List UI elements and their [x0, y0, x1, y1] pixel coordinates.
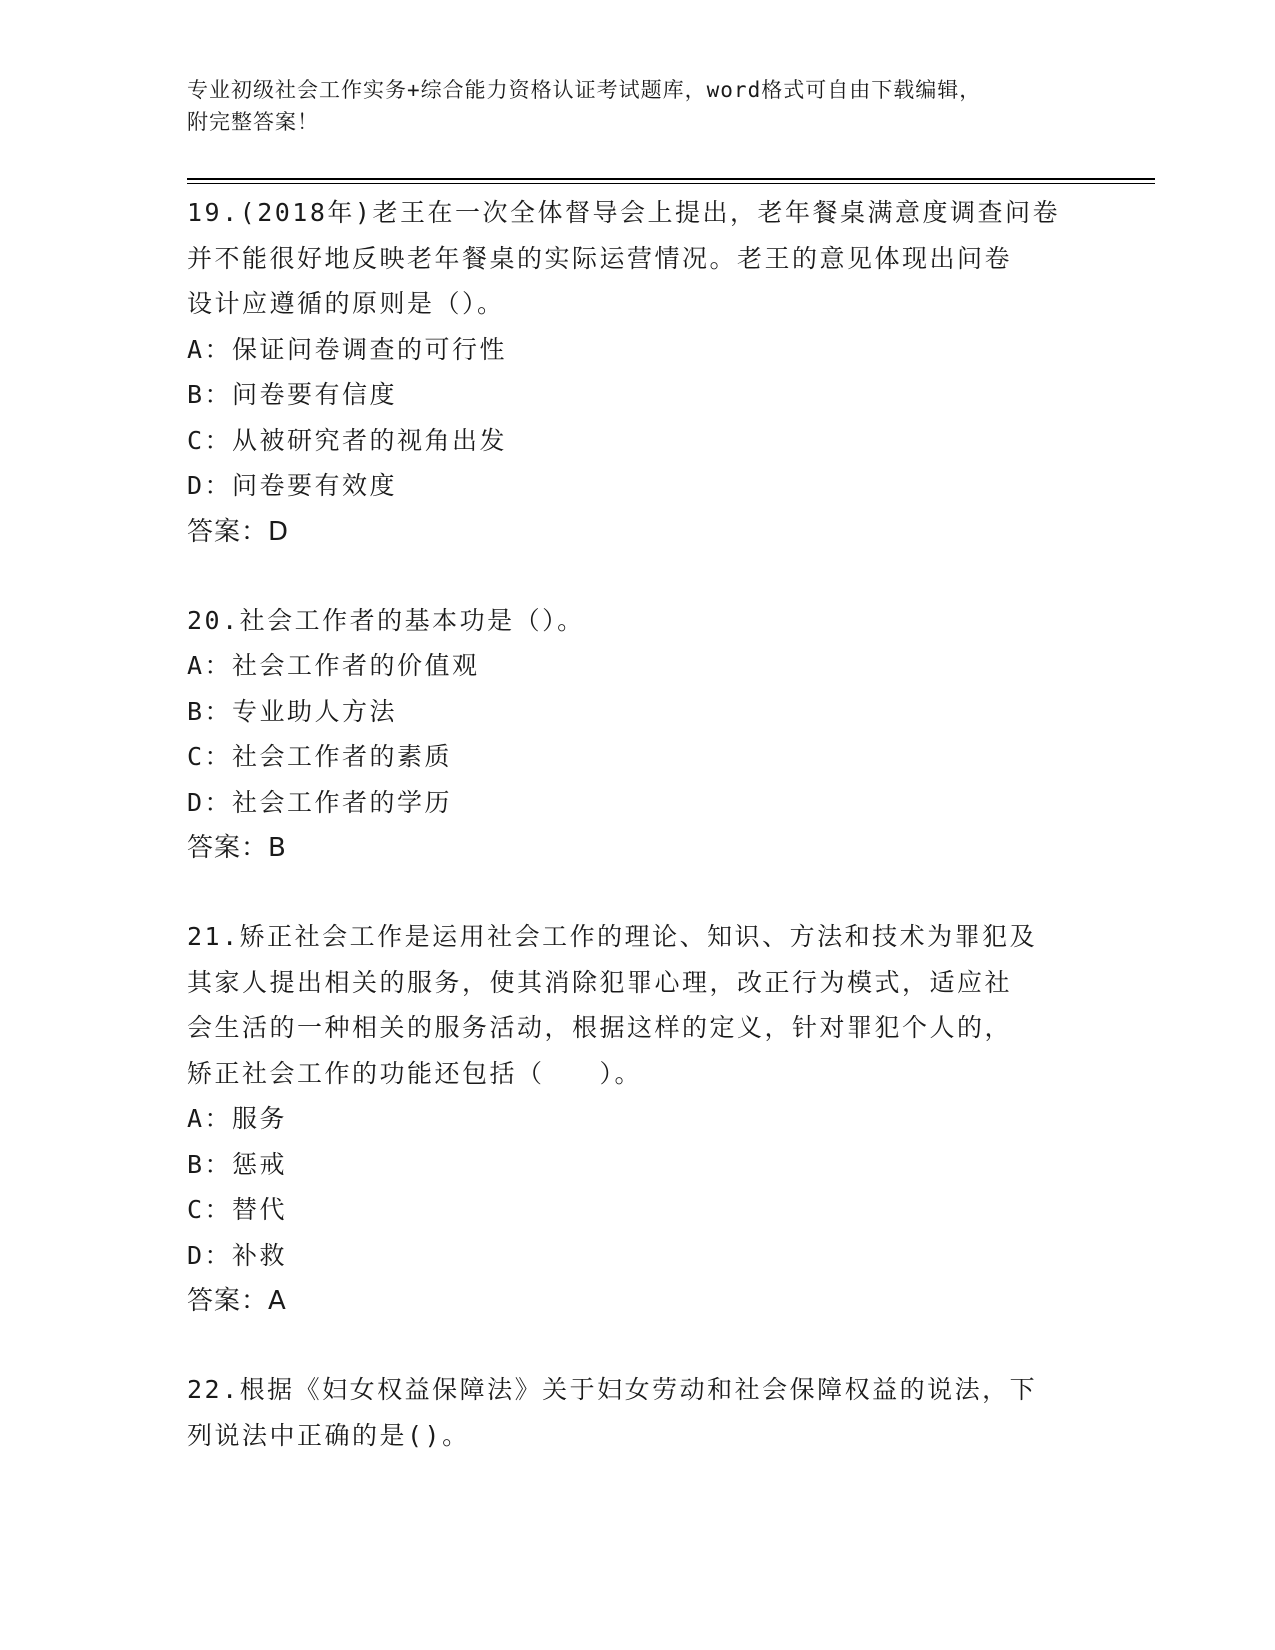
- question-stem-line: 并不能很好地反映老年餐桌的实际运营情况。老王的意见体现出问卷: [187, 243, 1013, 273]
- answer-label: 答案：B: [187, 833, 287, 863]
- option-b: B：专业助人方法: [187, 696, 398, 726]
- header-line-1: 专业初级社会工作实务+综合能力资格认证考试题库，word格式可自由下载编辑，: [187, 78, 982, 102]
- answer-label: 答案：D: [187, 516, 290, 547]
- option-d: D：社会工作者的学历: [187, 787, 453, 817]
- question-stem-line: 矫正社会工作的功能还包括（ ）。: [187, 1058, 643, 1088]
- option-a: A：社会工作者的价值观: [187, 651, 480, 680]
- answer-label: 答案：A: [187, 1286, 287, 1316]
- question-stem-line: 会生活的一种相关的服务活动，根据这样的定义，针对罪犯个人的，: [187, 1013, 1013, 1042]
- question-list: [187, 190, 1087, 1458]
- spacer: [187, 1324, 1087, 1367]
- document-header: [187, 74, 1087, 138]
- question-22: [187, 1367, 1087, 1458]
- question-20: [187, 598, 1087, 872]
- question-stem-line: 设计应遵循的原则是（）。: [187, 289, 505, 318]
- question-19: [187, 190, 1087, 555]
- option-a: A：服务: [187, 1104, 288, 1133]
- header-divider-thin: [187, 183, 1155, 184]
- option-c: C：社会工作者的素质: [187, 742, 453, 771]
- spacer: [187, 555, 1087, 598]
- question-stem-line: 22.根据《妇女权益保障法》关于妇女劳动和社会保障权益的说法，下: [187, 1375, 1038, 1404]
- option-c: C：从被研究者的视角出发: [187, 425, 508, 455]
- option-d: D：补救: [187, 1240, 288, 1270]
- header-line-2: 附完整答案！: [187, 110, 319, 134]
- question-stem-line: 19.(2018年)老王在一次全体督导会上提出，老年餐桌满意度调查问卷: [187, 198, 1060, 227]
- header-divider-thick: [187, 178, 1155, 180]
- question-stem-line: 20.社会工作者的基本功是（）。: [187, 605, 585, 635]
- option-a: A：保证问卷调查的可行性: [187, 334, 508, 364]
- question-stem-line: 其家人提出相关的服务，使其消除犯罪心理，改正行为模式，适应社: [187, 967, 1013, 997]
- question-21: [187, 914, 1087, 1324]
- option-b: B：惩戒: [187, 1149, 288, 1179]
- question-stem-line: 21.矫正社会工作是运用社会工作的理论、知识、方法和技术为罪犯及: [187, 922, 1038, 951]
- option-c: C：替代: [187, 1195, 288, 1224]
- option-d: D：问卷要有效度: [187, 471, 398, 500]
- spacer: [187, 871, 1087, 914]
- question-stem-line: 列说法中正确的是()。: [187, 1420, 470, 1450]
- option-b: B：问卷要有信度: [187, 380, 398, 409]
